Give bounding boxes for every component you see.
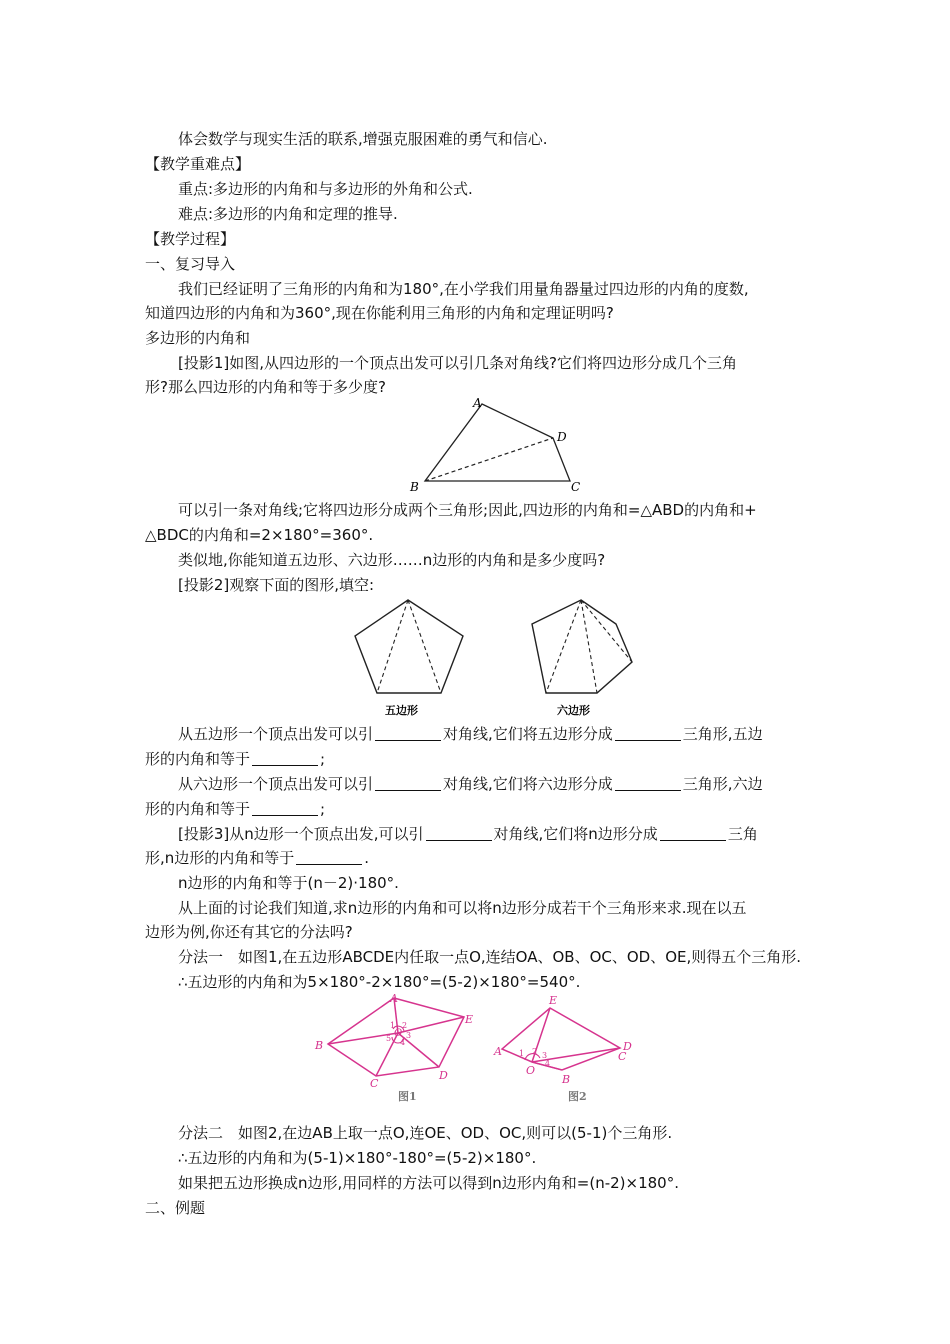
- fig1-angle-4: 4: [400, 1038, 406, 1047]
- fill-blank-line: [投影3]从n边形一个顶点出发,可以引 对角线,它们将n边形分成 三角: [178, 825, 758, 843]
- answer-blank[interactable]: [615, 724, 681, 741]
- answer-blank[interactable]: [375, 774, 441, 791]
- fig2-label-o: O: [526, 1064, 536, 1077]
- text-line: 分法二 如图2,在边AB上取一点O,连OE、OD、OC,则可以(5-1)个三角形.: [178, 1124, 673, 1142]
- answer-blank[interactable]: [252, 749, 318, 766]
- pentagon-caption: 五边形: [385, 704, 418, 717]
- text-line: 知道四边形的内角和为360°,现在你能利用三角形的内角和定理证明吗?: [145, 304, 614, 322]
- text-line: 可以引一条对角线;它将四边形分成两个三角形;因此,四边形的内角和=△ABD的内角和+: [178, 501, 757, 519]
- text-line: 重点:多边形的内角和与多边形的外角和公式.: [178, 180, 473, 198]
- fig1-label-b: B: [315, 1039, 324, 1052]
- pentagon-hexagon-figure: [345, 594, 645, 720]
- text-line: ∴五边形的内角和为(5-1)×180°-180°=(5-2)×180°.: [178, 1149, 537, 1167]
- quadrilateral-figure: [405, 396, 585, 492]
- hexagon-caption: 六边形: [557, 704, 590, 717]
- fig1-angle-2: 2: [402, 1021, 408, 1030]
- fig1-label-a: A: [390, 992, 398, 1005]
- fig1-angle-5: 5: [386, 1034, 392, 1043]
- label-a: A: [473, 396, 482, 410]
- section-heading: 二、例题: [145, 1199, 206, 1217]
- text-line: 难点:多边形的内角和定理的推导.: [178, 205, 398, 223]
- fig1-label-o: O: [394, 1028, 403, 1039]
- fig2-label-b: B: [562, 1073, 571, 1086]
- fig2-angle-4: 4: [545, 1059, 551, 1068]
- answer-blank[interactable]: [660, 824, 726, 841]
- section-heading: 【教学过程】: [145, 230, 236, 248]
- text-line: 边形为例,你还有其它的分法吗?: [145, 923, 353, 941]
- section-heading: 一、复习导入: [145, 255, 236, 273]
- text-line: 类似地,你能知道五边形、六边形……n边形的内角和是多少度吗?: [178, 551, 606, 569]
- fig2-label-e: E: [549, 994, 558, 1007]
- division-figures: [312, 992, 652, 1104]
- fig2-label-c: C: [618, 1050, 627, 1063]
- fig1-angle-1: 1: [390, 1021, 396, 1030]
- text-line: △BDC的内角和=2×180°=360°.: [145, 526, 374, 544]
- fig2-caption: 图2: [568, 1090, 587, 1103]
- fill-blank-line: 形的内角和等于 ;: [145, 750, 326, 768]
- fig2-angle-3: 3: [542, 1051, 548, 1060]
- fig1-label-d: D: [439, 1069, 448, 1082]
- answer-blank[interactable]: [375, 724, 441, 741]
- fill-blank-line: 形的内角和等于 ;: [145, 800, 326, 818]
- fig2-label-a: A: [494, 1045, 502, 1058]
- fig1-caption: 图1: [398, 1090, 417, 1103]
- fill-blank-line: 从五边形一个顶点出发可以引 对角线,它们将五边形分成 三角形,五边: [178, 725, 763, 743]
- subheading: 多边形的内角和: [145, 329, 251, 347]
- text-line: 体会数学与现实生活的联系,增强克服困难的勇气和信心.: [178, 130, 548, 148]
- label-d: D: [557, 430, 567, 444]
- label-b: B: [410, 480, 419, 492]
- text-line: n边形的内角和等于(n－2)·180°.: [178, 874, 399, 892]
- fill-blank-line: 从六边形一个顶点出发可以引 对角线,它们将六边形分成 三角形,六边: [178, 775, 763, 793]
- label-c: C: [571, 480, 581, 492]
- fig2-angle-1: 1: [519, 1049, 525, 1058]
- text-line: 从上面的讨论我们知道,求n边形的内角和可以将n边形分成若干个三角形来求.现在以五: [178, 899, 747, 917]
- text-line: 如果把五边形换成n边形,用同样的方法可以得到n边形内角和=(n-2)×180°.: [178, 1174, 679, 1192]
- fig1-label-e: E: [465, 1013, 474, 1026]
- text-line: 我们已经证明了三角形的内角和为180°,在小学我们用量角器量过四边形的内角的度数,: [178, 280, 749, 298]
- text-line: 形?那么四边形的内角和等于多少度?: [145, 378, 386, 396]
- fig2-angle-2: 2: [532, 1047, 538, 1056]
- text-line: [投影1]如图,从四边形的一个顶点出发可以引几条对角线?它们将四边形分成几个三角: [178, 354, 737, 372]
- fig1-angle-3: 3: [406, 1031, 412, 1040]
- text-line: ∴五边形的内角和为5×180°-2×180°=(5-2)×180°=540°.: [178, 973, 581, 991]
- section-heading: 【教学重难点】: [145, 155, 251, 173]
- text-line: [投影2]观察下面的图形,填空:: [178, 576, 375, 594]
- answer-blank[interactable]: [296, 848, 362, 865]
- answer-blank[interactable]: [252, 799, 318, 816]
- answer-blank[interactable]: [615, 774, 681, 791]
- answer-blank[interactable]: [426, 824, 492, 841]
- fig1-label-c: C: [370, 1077, 379, 1090]
- fig2-label-d: D: [623, 1040, 632, 1053]
- fill-blank-line: 形,n边形的内角和等于 .: [145, 849, 370, 867]
- text-line: 分法一 如图1,在五边形ABCDE内任取一点O,连结OA、OB、OC、OD、OE,则得五个三角形.: [178, 948, 802, 966]
